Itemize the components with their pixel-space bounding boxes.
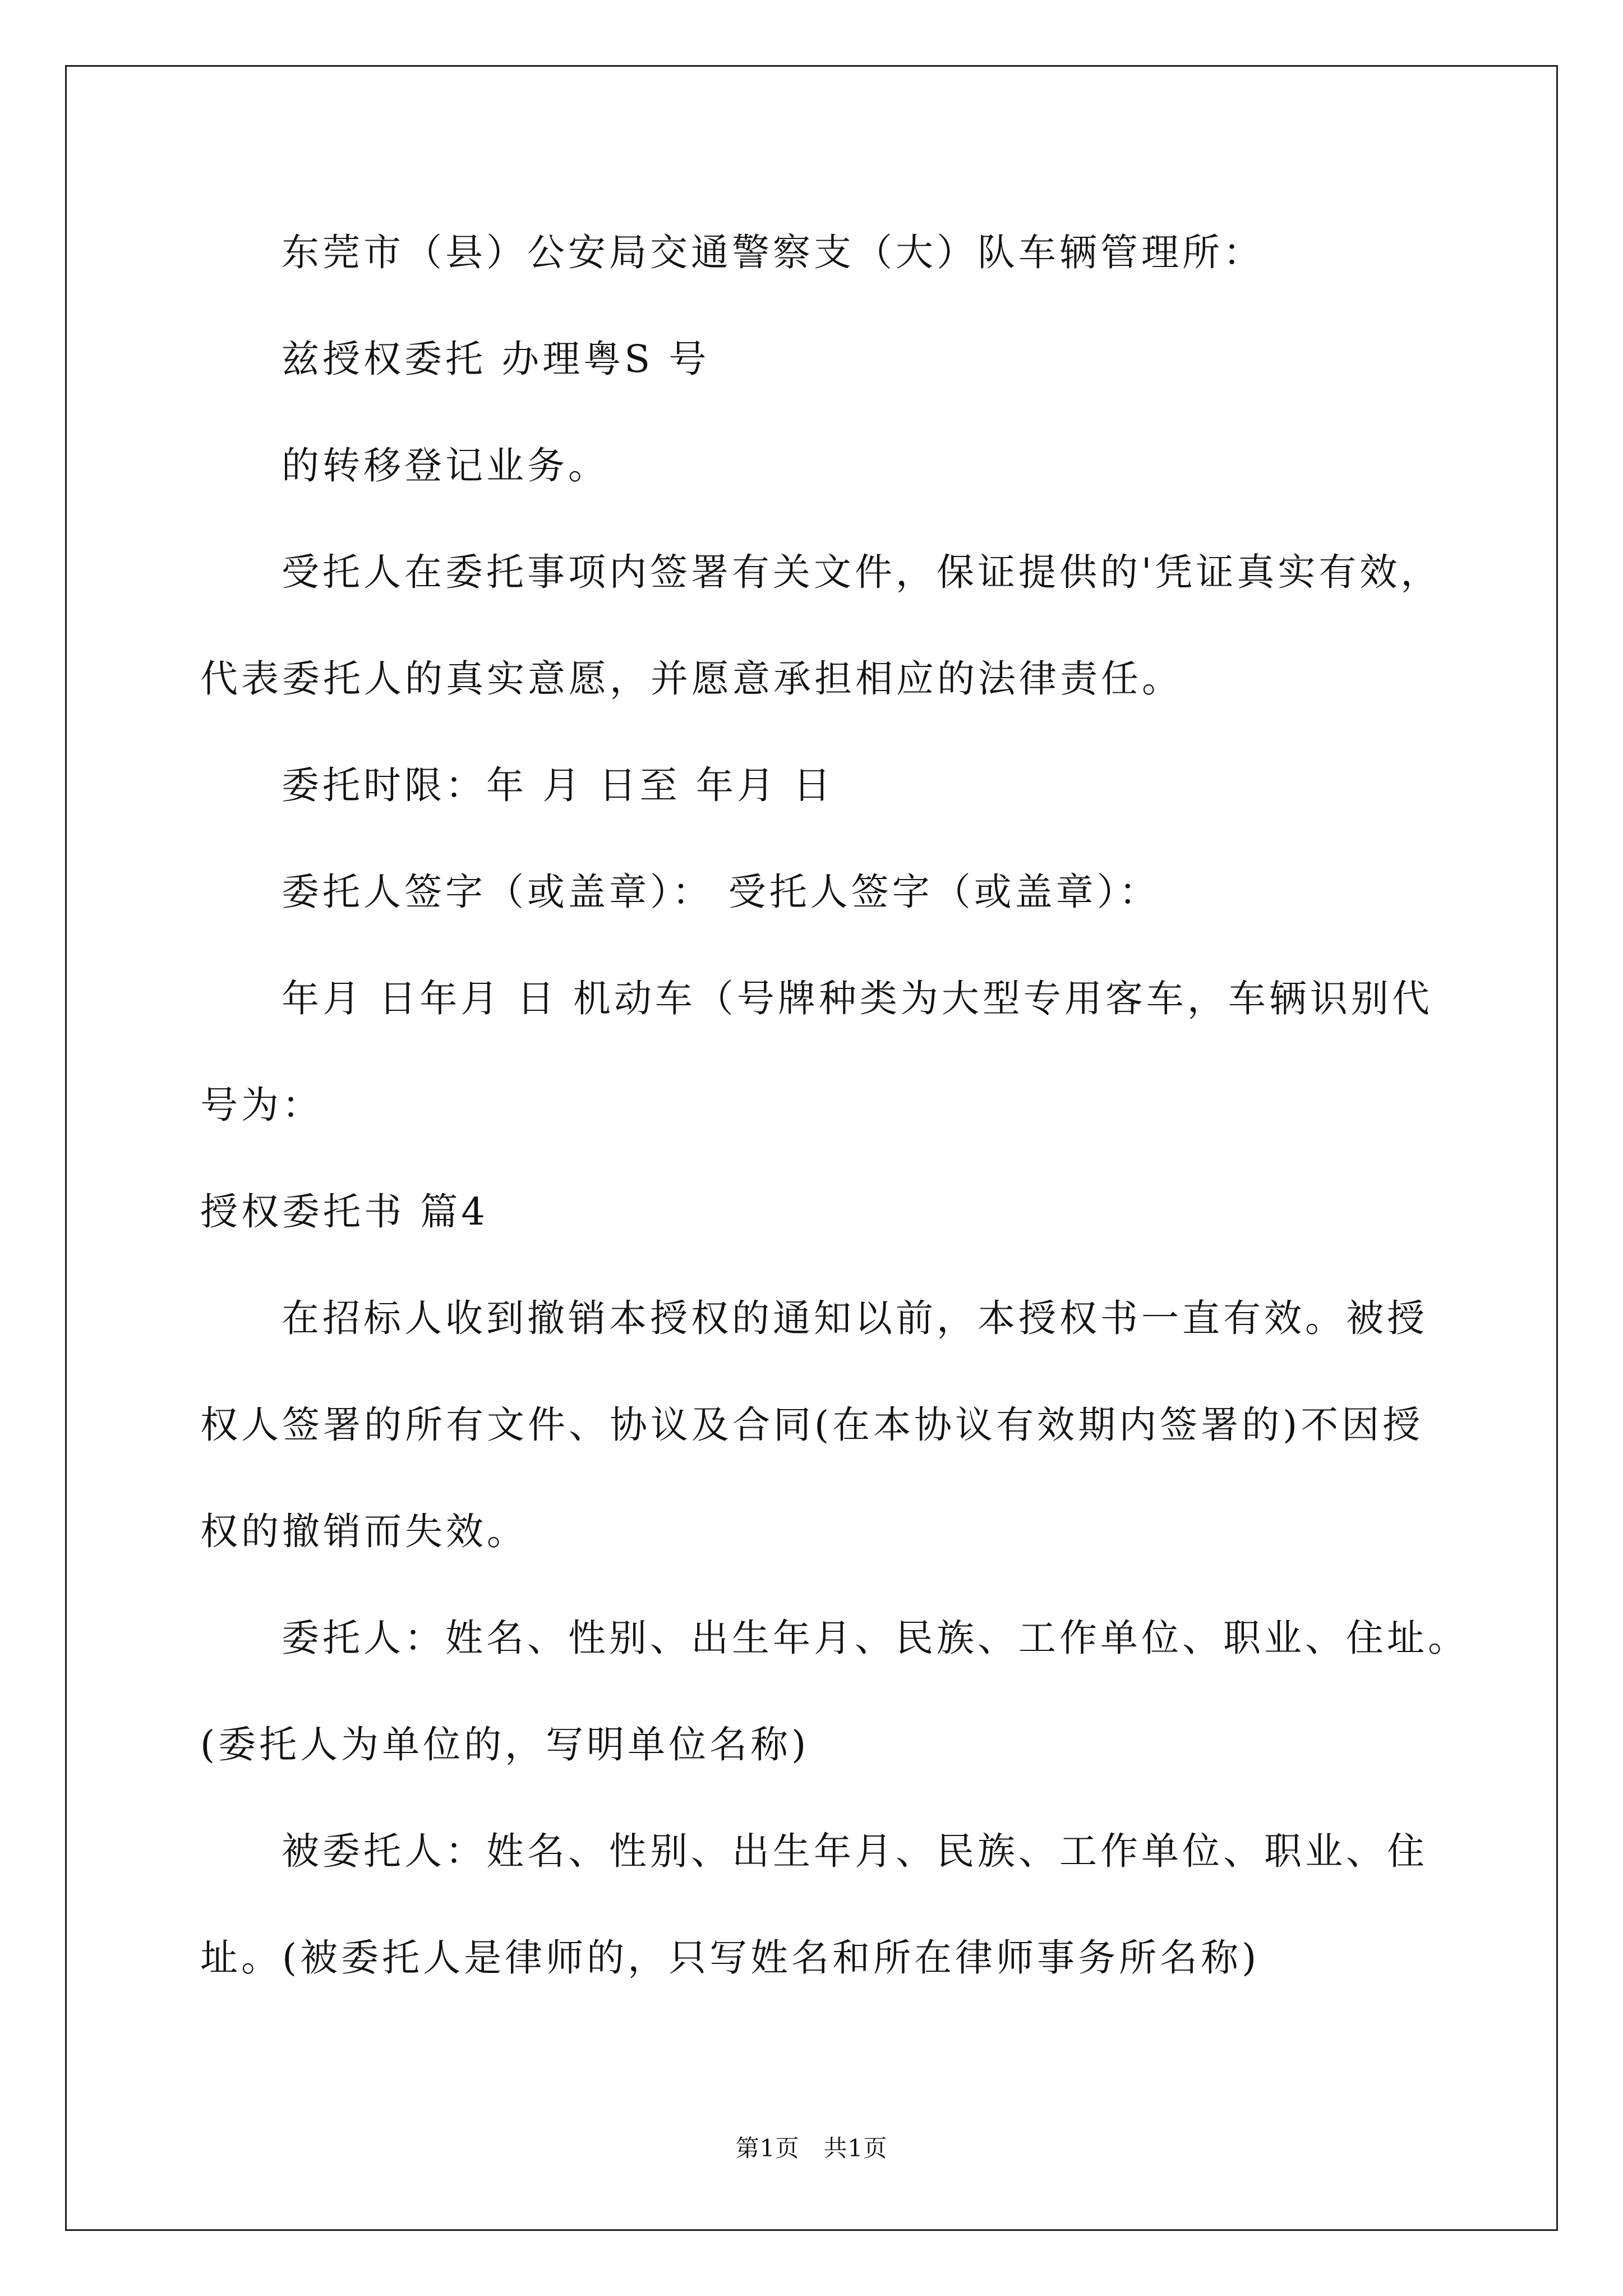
page-total: 共1页 xyxy=(823,2134,888,2162)
paragraph-line: 委托人：姓名、性别、出生年月、民族、工作单位、职业、住址。 xyxy=(282,1616,1469,1660)
paragraph-line: 年月 日年月 日 机动车（号牌种类为大型专用客车，车辆识别代 xyxy=(282,977,1433,1020)
page-border xyxy=(65,65,1558,2231)
addressee-line: 东莞市（县）公安局交通警察支（大）队车辆管理所： xyxy=(282,231,1264,274)
paragraph-line: 代表委托人的真实意愿，并愿意承担相应的法律责任。 xyxy=(200,657,1183,701)
paragraph-line: 受托人在委托事项内签署有关文件，保证提供的'凭证真实有效， xyxy=(282,550,1442,594)
paragraph-line: 权的撤销而失效。 xyxy=(200,1510,528,1553)
paragraph-line: 的转移登记业务。 xyxy=(282,444,609,487)
paragraph-line: 被委托人：姓名、性别、出生年月、民族、工作单位、职业、住 xyxy=(282,1829,1428,1873)
paragraph-line: 兹授权委托 办理粤S 号 xyxy=(282,337,710,381)
section-heading: 授权委托书 篇4 xyxy=(200,1190,488,1234)
paragraph-line: (委托人为单位的，写明单位名称) xyxy=(200,1723,810,1766)
paragraph-line: 在招标人收到撤销本授权的通知以前，本授权书一直有效。被授 xyxy=(282,1296,1428,1340)
paragraph-line: 址。(被委托人是律师的，只写姓名和所在律师事务所名称) xyxy=(200,1936,1260,1980)
page-footer xyxy=(0,2132,1623,2165)
paragraph-line: 权人签署的所有文件、协议及合同(在本协议有效期内签署的)不因授 xyxy=(200,1403,1424,1447)
paragraph-line: 号为： xyxy=(200,1083,323,1127)
page-number: 第1页 xyxy=(735,2134,800,2162)
paragraph-line: 委托时限：年 月 日至 年月 日 xyxy=(282,763,834,807)
paragraph-line: 委托人签字（或盖章）： 受托人签字（或盖章）： xyxy=(282,870,1160,914)
